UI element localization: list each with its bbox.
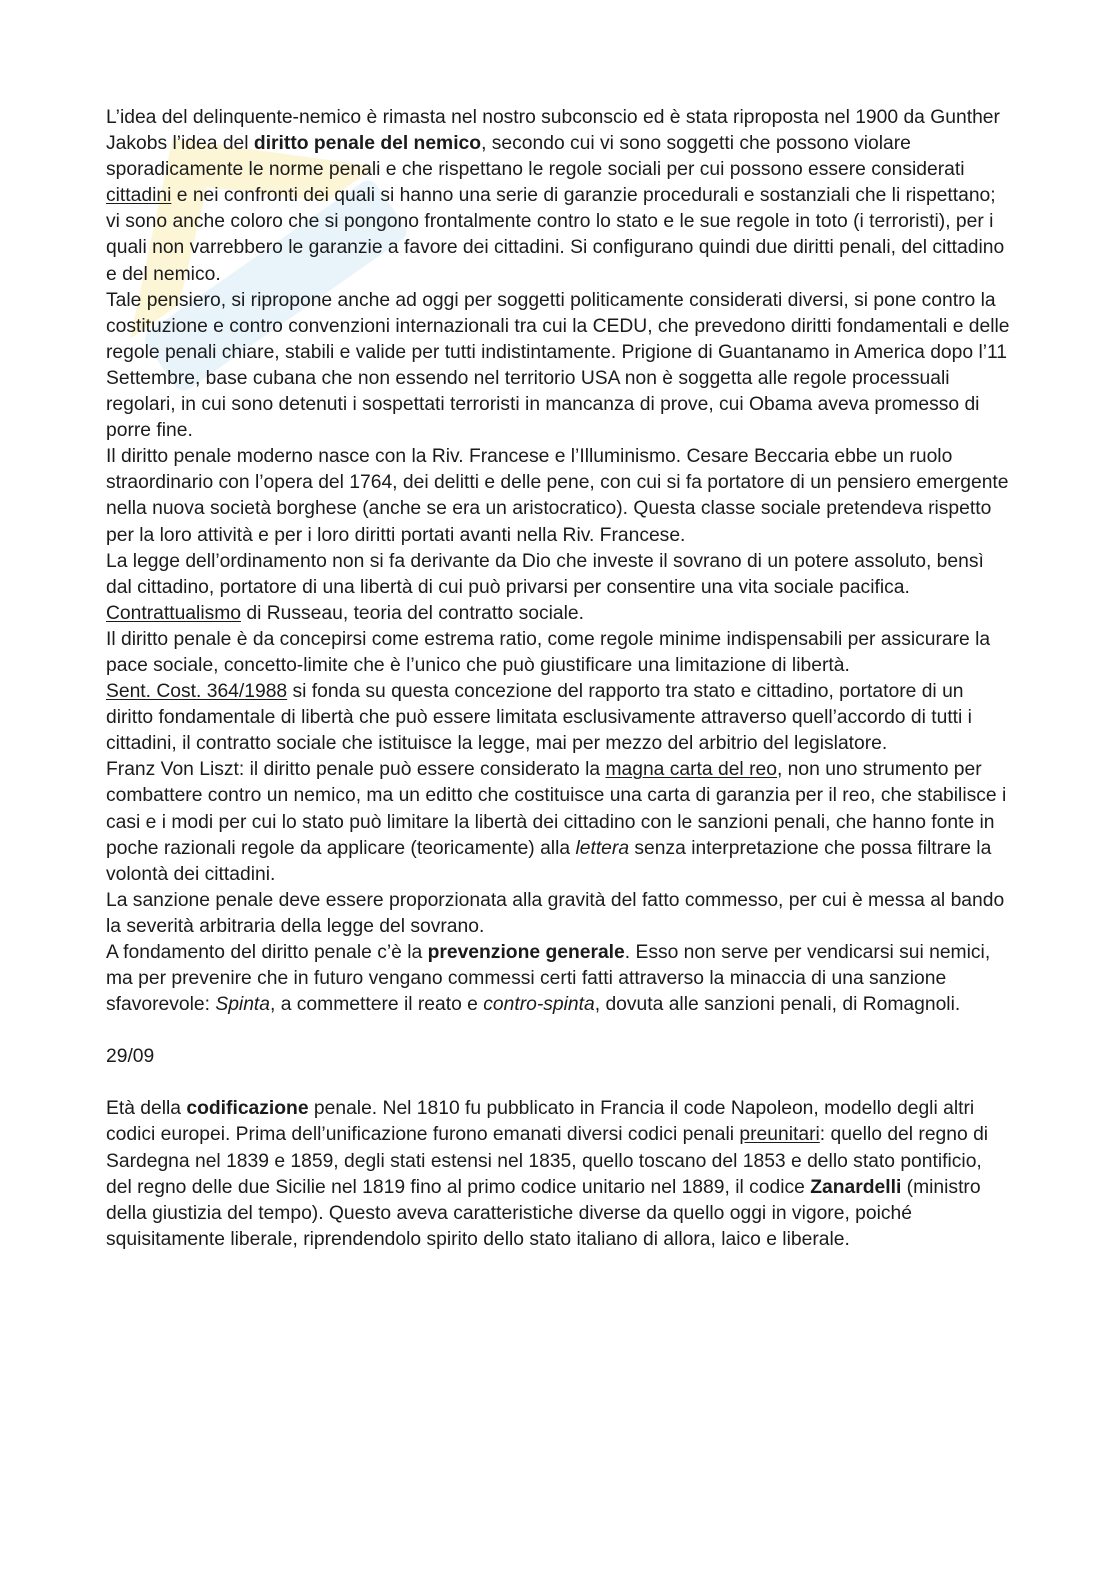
paragraph-guantanamo: Tale pensiero, si ripropone anche ad oggi per soggetti politicamente considerati diversi, si pone contro la costituzione e contro convenzioni internazionali tra cui la CEDU, che prevedono diritti fondamentali e delle regole penali chiare, stabili e valide per tutti indistintamente. Prigione di Guantanamo in America dopo l’11 Settembre, base cubana che non essendo nel territorio USA non è soggetta alle regole processuali regolari, in cui sono detenuti i sospettati terroristi in mancanza di prove, cui Obama aveva promesso di porre fine.	[106, 289, 1010, 442]
term-zanardelli: Zanardelli	[810, 1176, 902, 1198]
document-page	[106, 105, 1011, 1253]
paragraph-proportion: La sanzione penale deve essere proporzionata alla gravità del fatto commesso, per cui è messa al bando la severità arbitraria della legge del sovrano.	[106, 889, 1005, 937]
spacer	[106, 1070, 1011, 1096]
paragraph-enemy-criminal: L’idea del delinquente-nemico è rimasta nel nostro subconscio ed è stata riproposta nel 1900 da Gunther Jakobs l’idea del diritto penale del nemico, secondo cui vi sono soggetti che possono violare sporadicamente le norme penali e che rispettano le regole sociali per cui possono essere considerati cittadini e nei confronti dei quali si hanno una serie di garanzie procedurali e sostanziali che li rispettano; vi sono anche coloro che si pongono frontalmente contro lo stato e le sue regole in toto (i terroristi), per i quali non varrebbero le garanzie a favore dei cittadini. Si configurano quindi due diritti penali, del cittadino e del nemico.	[106, 107, 1005, 285]
date-heading: 29/09	[106, 1046, 155, 1068]
term-preunitari: preunitari	[739, 1124, 820, 1146]
paragraph-codification: Età della codificazione penale. Nel 1810 fu pubblicato in Francia il code Napoleon, modello degli altri codici europei. Prima dell’unificazione furono emanati diversi codici penali preunitari: quello del regno di Sardegna nel 1839 e 1859, degli stati estensi nel 1835, quello toscano del 1853 e dello stato pontificio, del regno delle due Sicilie nel 1819 fino al primo codice unitario nel 1889, il codice Zanardelli (ministro della giustizia del tempo). Questo aveva caratteristiche diverse da quello oggi in vigore, poiché squisitamente liberale, riprendendolo spirito dello stato italiano di allora, laico e liberale.	[106, 1098, 989, 1250]
term-contro-spinta: contro-spinta	[483, 994, 595, 1016]
term-sentence: Sent. Cost. 364/1988	[106, 681, 288, 703]
term-contractualism: Contrattualismo	[106, 602, 242, 624]
paragraph-enlightenment: Il diritto penale moderno nasce con la Riv. Francese e l’Illuminismo. Cesare Beccaria ebbe un ruolo straordinario con l’opera del 1764, dei delitti e delle pene, con cui si fa portatore di un pensiero emergente nella nuova società borghese (anche se era un aristocratico). Questa classe sociale pretendeva rispetto per la loro attività e per i loro diritti portati avanti nella Riv. Francese.	[106, 446, 1009, 546]
paragraph-prevention: A fondamento del diritto penale c’è la prevenzione generale. Esso non serve per vendicarsi sui nemici, ma per prevenire che in futuro vengano commessi certi fatti attraverso la minaccia di una sanzione sfavorevole: Spinta, a commettere il reato e contro-spinta, dovuta alle sanzioni penali, di Romagnoli.	[106, 942, 991, 1016]
spacer	[106, 1018, 1011, 1044]
term-enemy-criminal-law: diritto penale del nemico	[253, 133, 482, 155]
term-lettera: lettera	[575, 837, 630, 859]
paragraph-sentence: Sent. Cost. 364/1988 si fonda su questa concezione del rapporto tra stato e cittadino, portatore di un diritto fondamentale di libertà che può essere limitata esclusivamente attraverso quell’accordo di tutti i cittadini, il contratto sociale che istituisce la legge, mai per mezzo del arbitrio del legislatore.	[106, 681, 972, 755]
term-spinta: Spinta	[215, 994, 270, 1016]
term-citizens: cittadini	[106, 185, 172, 207]
term-general-prevention: prevenzione generale	[427, 942, 625, 963]
term-magna-carta: magna carta del reo	[605, 759, 777, 781]
paragraph-von-liszt: Franz Von Liszt: il diritto penale può essere considerato la magna carta del reo, non uno strumento per combattere contro un nemico, ma un editto che costituisce una carta di garanzia per il reo, che stabilisce i casi e i modi per cui lo stato può limitare la libertà dei cittadino con le sanzioni penali, che hanno fonte in poche razionali regole da applicare (teoricamente) alla lettera senza interpretazione che possa filtrare la volontà dei cittadini.	[106, 759, 1007, 885]
paragraph-contractualism: La legge dell’ordinamento non si fa derivante da Dio che investe il sovrano di un potere assoluto, bensì dal cittadino, portatore di una libertà di cui può privarsi per consentire una vita sociale pacifica. Contrattualismo di Russeau, teoria del contratto sociale.	[106, 550, 984, 624]
term-codification: codificazione	[186, 1098, 309, 1120]
paragraph-extrema-ratio: Il diritto penale è da concepirsi come estrema ratio, come regole minime indispensabili per assicurare la pace sociale, concetto-limite che è l’unico che può giustificare una limitazione di libertà.	[106, 628, 991, 676]
